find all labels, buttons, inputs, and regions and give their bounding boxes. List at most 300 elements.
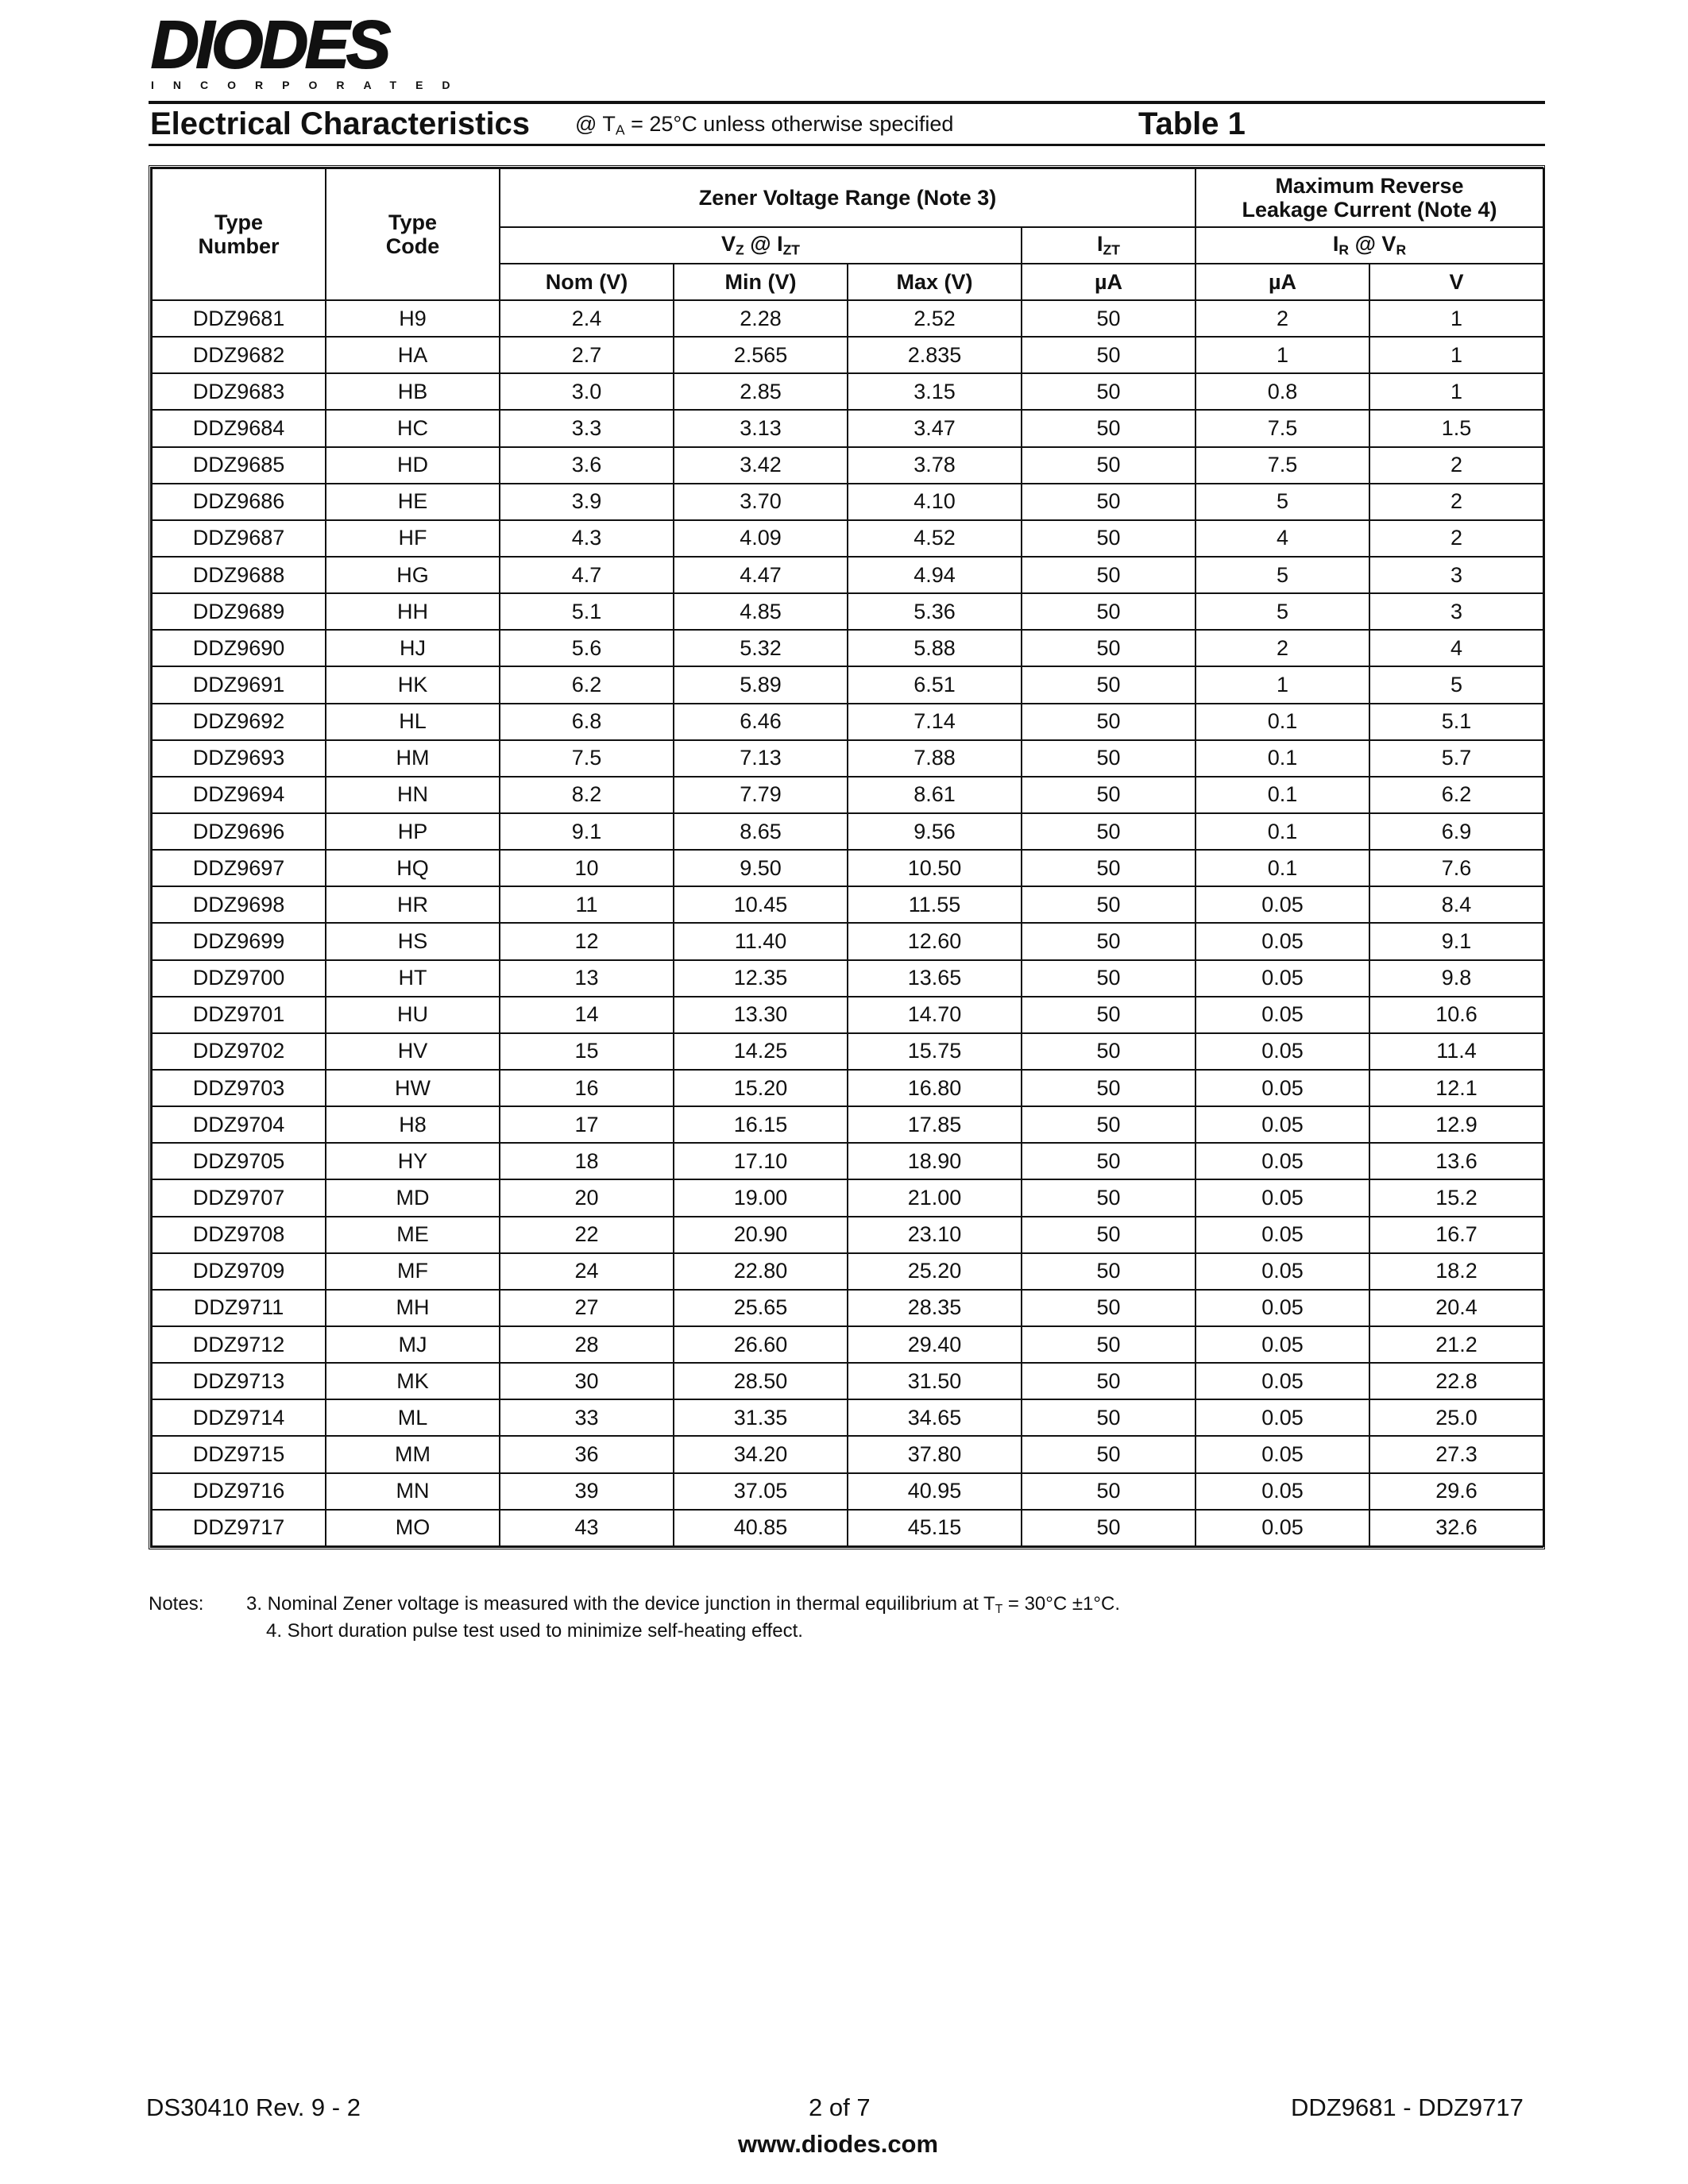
table-row — [152, 1326, 1543, 1363]
cell-vz-max: 23.10 — [848, 1217, 1022, 1253]
cell-vr: 2 — [1369, 520, 1543, 557]
cell-vr: 15.2 — [1369, 1179, 1543, 1216]
cell-vr: 20.4 — [1369, 1290, 1543, 1326]
cell-ir: 7.5 — [1196, 410, 1369, 446]
cell-vz-min: 2.565 — [674, 337, 848, 373]
cell-vz-min: 7.13 — [674, 740, 848, 777]
cell-vz-min: 28.50 — [674, 1363, 848, 1399]
cell-ir: 0.05 — [1196, 1510, 1369, 1546]
cell-vz-nom: 15 — [500, 1033, 674, 1070]
cell-ir: 0.05 — [1196, 1143, 1369, 1179]
cell-ir: 0.05 — [1196, 1179, 1369, 1216]
table-row — [152, 520, 1543, 557]
cell-vz-nom: 7.5 — [500, 740, 674, 777]
table-label: Table 1 — [1138, 106, 1246, 141]
table-row — [152, 1033, 1543, 1070]
note-4: 4. Short duration pulse test used to minimize self-heating effect. — [266, 1620, 803, 1642]
cell-vz-nom: 30 — [500, 1363, 674, 1399]
cell-ir: 0.1 — [1196, 813, 1369, 850]
cell-vr: 2 — [1369, 447, 1543, 484]
cell-vz-min: 4.85 — [674, 593, 848, 630]
table-row — [152, 1217, 1543, 1253]
cell-vz-nom: 10 — [500, 850, 674, 886]
cell-type-code: MJ — [326, 1326, 500, 1363]
cell-type-number: DDZ9716 — [152, 1473, 326, 1510]
cell-vz-max: 5.88 — [848, 630, 1022, 666]
cell-vz-nom: 5.6 — [500, 630, 674, 666]
cell-vr: 6.2 — [1369, 777, 1543, 813]
cell-ir: 0.1 — [1196, 740, 1369, 777]
cell-vr: 3 — [1369, 557, 1543, 593]
cell-type-code: HD — [326, 447, 500, 484]
cell-vz-nom: 18 — [500, 1143, 674, 1179]
cell-vr: 1 — [1369, 300, 1543, 337]
cell-vz-max: 10.50 — [848, 850, 1022, 886]
cell-vz-nom: 17 — [500, 1106, 674, 1143]
cell-ir: 2 — [1196, 300, 1369, 337]
cell-vz-max: 34.65 — [848, 1399, 1022, 1436]
table-row — [152, 337, 1543, 373]
cell-type-code: MF — [326, 1253, 500, 1290]
table-row — [152, 1143, 1543, 1179]
header-unit-max: Max (V) — [848, 264, 1022, 300]
cell-vz-nom: 13 — [500, 960, 674, 997]
cell-type-number: DDZ9690 — [152, 630, 326, 666]
cell-ir: 0.05 — [1196, 997, 1369, 1033]
header-rule-bottom — [149, 144, 1545, 146]
cell-type-code: HP — [326, 813, 500, 850]
cell-vz-max: 15.75 — [848, 1033, 1022, 1070]
cell-vr: 6.9 — [1369, 813, 1543, 850]
cell-ir: 0.05 — [1196, 1290, 1369, 1326]
cell-ir: 0.05 — [1196, 1033, 1369, 1070]
cell-vr: 3 — [1369, 593, 1543, 630]
header-unit-vr: V — [1369, 264, 1543, 300]
cell-type-number: DDZ9717 — [152, 1510, 326, 1546]
cell-vr: 1 — [1369, 373, 1543, 410]
cell-vz-nom: 16 — [500, 1070, 674, 1106]
cell-type-number: DDZ9686 — [152, 484, 326, 520]
cell-ir: 0.05 — [1196, 1253, 1369, 1290]
cell-ir: 0.8 — [1196, 373, 1369, 410]
cell-vz-max: 28.35 — [848, 1290, 1022, 1326]
cell-type-code: H9 — [326, 300, 500, 337]
cell-vz-min: 4.47 — [674, 557, 848, 593]
footer-website-link[interactable]: www.diodes.com — [738, 2130, 939, 2158]
cell-type-number: DDZ9691 — [152, 666, 326, 703]
cell-vz-min: 4.09 — [674, 520, 848, 557]
cell-type-code: H8 — [326, 1106, 500, 1143]
cell-vr: 1 — [1369, 337, 1543, 373]
cell-vz-min: 16.15 — [674, 1106, 848, 1143]
cell-vz-nom: 36 — [500, 1436, 674, 1472]
cell-vz-nom: 4.3 — [500, 520, 674, 557]
table-row — [152, 1473, 1543, 1510]
cell-vz-max: 25.20 — [848, 1253, 1022, 1290]
condition-suffix: = 25°C unless otherwise specified — [624, 112, 954, 136]
cell-type-number: DDZ9712 — [152, 1326, 326, 1363]
cell-type-code: MK — [326, 1363, 500, 1399]
cell-type-number: DDZ9700 — [152, 960, 326, 997]
cell-vr: 5.7 — [1369, 740, 1543, 777]
cell-vz-nom: 43 — [500, 1510, 674, 1546]
cell-type-code: HJ — [326, 630, 500, 666]
cell-vr: 7.6 — [1369, 850, 1543, 886]
cell-vz-min: 3.70 — [674, 484, 848, 520]
table-row — [152, 777, 1543, 813]
cell-ir: 0.05 — [1196, 1473, 1369, 1510]
cell-vr: 5 — [1369, 666, 1543, 703]
table-row — [152, 666, 1543, 703]
cell-vz-max: 7.14 — [848, 704, 1022, 740]
cell-vz-min: 2.28 — [674, 300, 848, 337]
cell-ir: 0.05 — [1196, 1363, 1369, 1399]
cell-vz-max: 40.95 — [848, 1473, 1022, 1510]
cell-vz-nom: 28 — [500, 1326, 674, 1363]
cell-vz-nom: 2.4 — [500, 300, 674, 337]
cell-vz-min: 7.79 — [674, 777, 848, 813]
cell-type-number: DDZ9707 — [152, 1179, 326, 1216]
cell-ir: 0.05 — [1196, 1326, 1369, 1363]
cell-izt: 50 — [1022, 1179, 1196, 1216]
table-row — [152, 1179, 1543, 1216]
cell-vz-min: 13.30 — [674, 997, 848, 1033]
cell-vr: 21.2 — [1369, 1326, 1543, 1363]
cell-type-number: DDZ9699 — [152, 923, 326, 959]
footer-part-range: DDZ9681 - DDZ9717 — [1291, 2093, 1524, 2121]
cell-izt: 50 — [1022, 960, 1196, 997]
cell-izt: 50 — [1022, 813, 1196, 850]
table-row — [152, 1070, 1543, 1106]
cell-ir: 0.05 — [1196, 1070, 1369, 1106]
cell-vz-min: 25.65 — [674, 1290, 848, 1326]
cell-type-number: DDZ9683 — [152, 373, 326, 410]
cell-vz-min: 31.35 — [674, 1399, 848, 1436]
cell-izt: 50 — [1022, 666, 1196, 703]
cell-vz-max: 17.85 — [848, 1106, 1022, 1143]
cell-vr: 32.6 — [1369, 1510, 1543, 1546]
footer-doc-revision: DS30410 Rev. 9 - 2 — [146, 2093, 361, 2121]
cell-type-code: HE — [326, 484, 500, 520]
cell-type-number: DDZ9685 — [152, 447, 326, 484]
cell-izt: 50 — [1022, 1399, 1196, 1436]
cell-type-number: DDZ9704 — [152, 1106, 326, 1143]
cell-type-code: HU — [326, 997, 500, 1033]
cell-vz-min: 5.89 — [674, 666, 848, 703]
cell-vr: 4 — [1369, 630, 1543, 666]
cell-vz-nom: 22 — [500, 1217, 674, 1253]
table-row — [152, 1399, 1543, 1436]
logo-subtitle: INCORPORATED — [151, 79, 469, 91]
cell-type-number: DDZ9698 — [152, 886, 326, 923]
cell-type-code: HT — [326, 960, 500, 997]
table-row — [152, 813, 1543, 850]
cell-ir: 0.05 — [1196, 1106, 1369, 1143]
cell-ir: 5 — [1196, 484, 1369, 520]
cell-vz-nom: 12 — [500, 923, 674, 959]
cell-vz-max: 21.00 — [848, 1179, 1022, 1216]
cell-vz-max: 18.90 — [848, 1143, 1022, 1179]
cell-vz-nom: 6.2 — [500, 666, 674, 703]
cell-type-code: HF — [326, 520, 500, 557]
cell-vz-max: 4.10 — [848, 484, 1022, 520]
cell-vz-nom: 4.7 — [500, 557, 674, 593]
cell-vr: 16.7 — [1369, 1217, 1543, 1253]
cell-vz-min: 17.10 — [674, 1143, 848, 1179]
header-unit-min: Min (V) — [674, 264, 848, 300]
cell-vz-nom: 5.1 — [500, 593, 674, 630]
cell-vz-min: 34.20 — [674, 1436, 848, 1472]
cell-vz-max: 29.40 — [848, 1326, 1022, 1363]
cell-vz-nom: 20 — [500, 1179, 674, 1216]
cell-vz-max: 37.80 — [848, 1436, 1022, 1472]
cell-ir: 4 — [1196, 520, 1369, 557]
cell-type-code: HA — [326, 337, 500, 373]
header-zener-range: Zener Voltage Range (Note 3) — [500, 168, 1196, 227]
cell-type-number: DDZ9694 — [152, 777, 326, 813]
cell-vz-min: 10.45 — [674, 886, 848, 923]
cell-vz-min: 14.25 — [674, 1033, 848, 1070]
cell-type-number: DDZ9682 — [152, 337, 326, 373]
cell-type-number: DDZ9684 — [152, 410, 326, 446]
cell-izt: 50 — [1022, 997, 1196, 1033]
cell-vz-min: 20.90 — [674, 1217, 848, 1253]
diodes-logo — [151, 7, 469, 91]
logo-wordmark: DIODES — [151, 7, 388, 82]
cell-ir: 0.1 — [1196, 850, 1369, 886]
cell-type-code: HV — [326, 1033, 500, 1070]
cell-type-number: DDZ9713 — [152, 1363, 326, 1399]
cell-izt: 50 — [1022, 923, 1196, 959]
cell-vz-max: 45.15 — [848, 1510, 1022, 1546]
cell-vz-min: 26.60 — [674, 1326, 848, 1363]
table-row — [152, 1253, 1543, 1290]
cell-vz-nom: 2.7 — [500, 337, 674, 373]
cell-type-code: ML — [326, 1399, 500, 1436]
cell-izt: 50 — [1022, 484, 1196, 520]
cell-type-number: DDZ9681 — [152, 300, 326, 337]
cell-vz-max: 3.15 — [848, 373, 1022, 410]
notes-label: Notes: — [149, 1593, 204, 1615]
cell-vz-min: 15.20 — [674, 1070, 848, 1106]
cell-type-number: DDZ9715 — [152, 1436, 326, 1472]
cell-type-number: DDZ9693 — [152, 740, 326, 777]
cell-izt: 50 — [1022, 1253, 1196, 1290]
cell-izt: 50 — [1022, 520, 1196, 557]
cell-type-number: DDZ9696 — [152, 813, 326, 850]
cell-vz-min: 9.50 — [674, 850, 848, 886]
cell-ir: 2 — [1196, 630, 1369, 666]
cell-ir: 0.1 — [1196, 777, 1369, 813]
table-row — [152, 410, 1543, 446]
cell-vz-min: 37.05 — [674, 1473, 848, 1510]
cell-izt: 50 — [1022, 447, 1196, 484]
condition-sub: A — [615, 122, 625, 138]
cell-vz-max: 16.80 — [848, 1070, 1022, 1106]
cell-type-number: DDZ9703 — [152, 1070, 326, 1106]
table-row — [152, 557, 1543, 593]
cell-izt: 50 — [1022, 850, 1196, 886]
cell-ir: 5 — [1196, 593, 1369, 630]
cell-type-number: DDZ9689 — [152, 593, 326, 630]
cell-ir: 5 — [1196, 557, 1369, 593]
cell-ir: 0.05 — [1196, 923, 1369, 959]
cell-type-number: DDZ9687 — [152, 520, 326, 557]
cell-vz-min: 12.35 — [674, 960, 848, 997]
cell-vz-max: 13.65 — [848, 960, 1022, 997]
cell-type-code: HB — [326, 373, 500, 410]
cell-ir: 0.05 — [1196, 886, 1369, 923]
header-type-code: Type Code — [326, 168, 500, 300]
header-ir-vr: $I_R$ @ $V_R$ — [1196, 227, 1543, 264]
table-row — [152, 850, 1543, 886]
cell-vr: 9.1 — [1369, 923, 1543, 959]
table-row — [152, 960, 1543, 997]
cell-ir: 7.5 — [1196, 447, 1369, 484]
table-row — [152, 740, 1543, 777]
cell-type-code: HR — [326, 886, 500, 923]
table-row — [152, 593, 1543, 630]
header-unit-izt: µA — [1022, 264, 1196, 300]
cell-type-number: DDZ9702 — [152, 1033, 326, 1070]
cell-type-number: DDZ9709 — [152, 1253, 326, 1290]
cell-type-number: DDZ9714 — [152, 1399, 326, 1436]
cell-vz-max: 9.56 — [848, 813, 1022, 850]
cell-izt: 50 — [1022, 1290, 1196, 1326]
header-unit-nom: Nom (V) — [500, 264, 674, 300]
table-row — [152, 1106, 1543, 1143]
cell-vz-nom: 3.6 — [500, 447, 674, 484]
cell-izt: 50 — [1022, 1070, 1196, 1106]
cell-type-number: DDZ9708 — [152, 1217, 326, 1253]
cell-vz-max: 3.78 — [848, 447, 1022, 484]
cell-izt: 50 — [1022, 630, 1196, 666]
cell-ir: 0.05 — [1196, 1217, 1369, 1253]
cell-type-number: DDZ9701 — [152, 997, 326, 1033]
cell-vz-nom: 3.9 — [500, 484, 674, 520]
cell-vr: 12.1 — [1369, 1070, 1543, 1106]
cell-vr: 29.6 — [1369, 1473, 1543, 1510]
cell-vr: 18.2 — [1369, 1253, 1543, 1290]
cell-izt: 50 — [1022, 740, 1196, 777]
cell-vr: 12.9 — [1369, 1106, 1543, 1143]
header-type-number: Type Number — [152, 168, 326, 300]
cell-type-number: DDZ9711 — [152, 1290, 326, 1326]
cell-vz-min: 5.32 — [674, 630, 848, 666]
header-izt: $I_{ZT}$ — [1022, 227, 1196, 264]
table-row — [152, 1363, 1543, 1399]
cell-type-code: HW — [326, 1070, 500, 1106]
table-row — [152, 704, 1543, 740]
cell-izt: 50 — [1022, 777, 1196, 813]
cell-vr: 1.5 — [1369, 410, 1543, 446]
cell-vz-nom: 14 — [500, 997, 674, 1033]
cell-type-number: DDZ9688 — [152, 557, 326, 593]
cell-izt: 50 — [1022, 593, 1196, 630]
cell-vr: 8.4 — [1369, 886, 1543, 923]
cell-type-code: HY — [326, 1143, 500, 1179]
cell-type-code: MO — [326, 1510, 500, 1546]
cell-izt: 50 — [1022, 1217, 1196, 1253]
cell-vz-nom: 11 — [500, 886, 674, 923]
cell-izt: 50 — [1022, 1326, 1196, 1363]
table-row — [152, 923, 1543, 959]
electrical-characteristics-table — [149, 165, 1545, 1549]
cell-vz-nom: 27 — [500, 1290, 674, 1326]
cell-type-code: HM — [326, 740, 500, 777]
table-row — [152, 300, 1543, 337]
cell-vr: 13.6 — [1369, 1143, 1543, 1179]
cell-izt: 50 — [1022, 1436, 1196, 1472]
cell-type-code: HK — [326, 666, 500, 703]
cell-izt: 50 — [1022, 1033, 1196, 1070]
cell-type-code: MM — [326, 1436, 500, 1472]
cell-ir: 0.05 — [1196, 1399, 1369, 1436]
header-leakage-current: Maximum Reverse Leakage Current (Note 4) — [1196, 168, 1543, 227]
cell-type-code: HS — [326, 923, 500, 959]
table-body — [152, 300, 1543, 1546]
cell-ir: 1 — [1196, 666, 1369, 703]
cell-vz-nom: 39 — [500, 1473, 674, 1510]
cell-vz-max: 11.55 — [848, 886, 1022, 923]
cell-vr: 9.8 — [1369, 960, 1543, 997]
cell-vz-max: 4.52 — [848, 520, 1022, 557]
cell-izt: 50 — [1022, 1143, 1196, 1179]
table-row — [152, 1290, 1543, 1326]
cell-vz-min: 8.65 — [674, 813, 848, 850]
table-row — [152, 447, 1543, 484]
cell-izt: 50 — [1022, 373, 1196, 410]
cell-type-number: DDZ9692 — [152, 704, 326, 740]
cell-vr: 2 — [1369, 484, 1543, 520]
cell-vz-min: 40.85 — [674, 1510, 848, 1546]
table-row — [152, 1436, 1543, 1472]
cell-vz-nom: 33 — [500, 1399, 674, 1436]
cell-izt: 50 — [1022, 886, 1196, 923]
cell-ir: 0.05 — [1196, 960, 1369, 997]
cell-izt: 50 — [1022, 1363, 1196, 1399]
cell-type-code: MH — [326, 1290, 500, 1326]
cell-vr: 5.1 — [1369, 704, 1543, 740]
cell-vz-min: 3.13 — [674, 410, 848, 446]
cell-vr: 27.3 — [1369, 1436, 1543, 1472]
table-row — [152, 886, 1543, 923]
note-3: 3. Nominal Zener voltage is measured with the device junction in thermal equilibrium at $T_T = 30^\circ C \pm 1^\circ C$. — [246, 1593, 1120, 1616]
cell-vz-nom: 6.8 — [500, 704, 674, 740]
characteristics-grid — [151, 168, 1544, 1547]
cell-vz-min: 2.85 — [674, 373, 848, 410]
cell-vz-max: 2.52 — [848, 300, 1022, 337]
cell-type-code: ME — [326, 1217, 500, 1253]
cell-vz-max: 6.51 — [848, 666, 1022, 703]
cell-vz-max: 14.70 — [848, 997, 1022, 1033]
cell-vz-max: 2.835 — [848, 337, 1022, 373]
cell-vz-min: 3.42 — [674, 447, 848, 484]
cell-izt: 50 — [1022, 1106, 1196, 1143]
section-heading: Electrical Characteristics — [150, 106, 531, 141]
cell-type-code: HG — [326, 557, 500, 593]
cell-vz-max: 12.60 — [848, 923, 1022, 959]
table-row — [152, 373, 1543, 410]
cell-vr: 10.6 — [1369, 997, 1543, 1033]
test-condition — [575, 111, 953, 142]
cell-type-code: HL — [326, 704, 500, 740]
cell-type-code: MD — [326, 1179, 500, 1216]
cell-vz-max: 31.50 — [848, 1363, 1022, 1399]
cell-ir: 1 — [1196, 337, 1369, 373]
header-rule-top — [149, 101, 1545, 104]
cell-type-code: HQ — [326, 850, 500, 886]
